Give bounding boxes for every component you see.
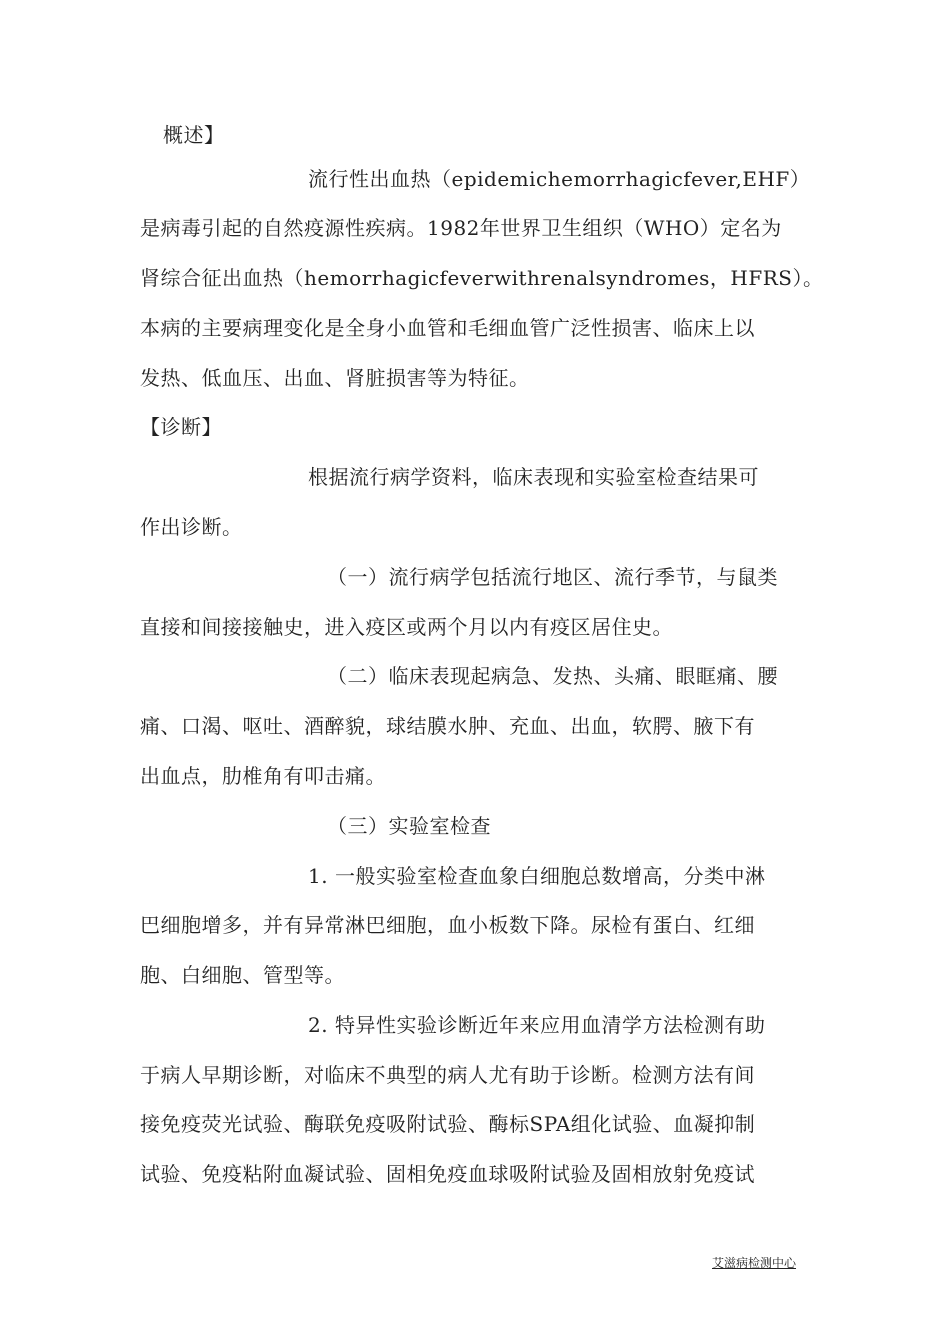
paragraph-line: （二）临床表现起病急、发热、头痛、眼眶痛、腰 xyxy=(327,664,778,688)
paragraph-line: 巴细胞增多，并有异常淋巴细胞，血小板数下降。尿检有蛋白、红细 xyxy=(140,913,755,937)
paragraph-line: 根据流行病学资料，临床表现和实验室检查结果可 xyxy=(308,465,759,489)
subsection-heading: （三）实验室检查 xyxy=(327,814,491,838)
section-heading-overview: 概述】 xyxy=(163,123,225,147)
paragraph-line: 胞、白细胞、管型等。 xyxy=(140,963,345,987)
paragraph-line: 试验、免疫粘附血凝试验、固相免疫血球吸附试验及固相放射免疫试 xyxy=(140,1162,755,1186)
paragraph-line: 肾综合征出血热（hemorrhagicfeverwithrenalsyndromes，HFRS）。 xyxy=(140,266,824,290)
paragraph-line: 作出诊断。 xyxy=(140,515,243,539)
paragraph-line: 2. 特异性实验诊断近年来应用血清学方法检测有助 xyxy=(308,1013,766,1037)
paragraph-line: 于病人早期诊断，对临床不典型的病人尤有助于诊断。检测方法有间 xyxy=(140,1063,755,1087)
paragraph-line: 1. 一般实验室检查血象白细胞总数增高，分类中淋 xyxy=(308,864,766,888)
paragraph-line: 痛、口渴、呕吐、酒醉貌，球结膜水肿、充血、出血，软腭、腋下有 xyxy=(140,714,755,738)
paragraph-line: 流行性出血热（epidemichemorrhagicfever,EHF） xyxy=(308,167,811,191)
paragraph-line: 发热、低血压、出血、肾脏损害等为特征。 xyxy=(140,366,530,390)
footer-link[interactable]: 艾滋病检测中心 xyxy=(712,1256,797,1270)
paragraph-line: 直接和间接接触史，进入疫区或两个月以内有疫区居住史。 xyxy=(140,615,673,639)
paragraph-line: 出血点，肋椎角有叩击痛。 xyxy=(140,764,386,788)
paragraph-line: 是病毒引起的自然疫源性疾病。1982年世界卫生组织（WHO）定名为 xyxy=(140,216,782,240)
paragraph-line: 本病的主要病理变化是全身小血管和毛细血管广泛性损害、临床上以 xyxy=(140,316,755,340)
paragraph-line: （一）流行病学包括流行地区、流行季节，与鼠类 xyxy=(327,565,778,589)
section-heading-diagnosis: 【诊断】 xyxy=(140,415,222,439)
paragraph-line: 接免疫荧光试验、酶联免疫吸附试验、酶标SPA组化试验、血凝抑制 xyxy=(140,1112,756,1136)
